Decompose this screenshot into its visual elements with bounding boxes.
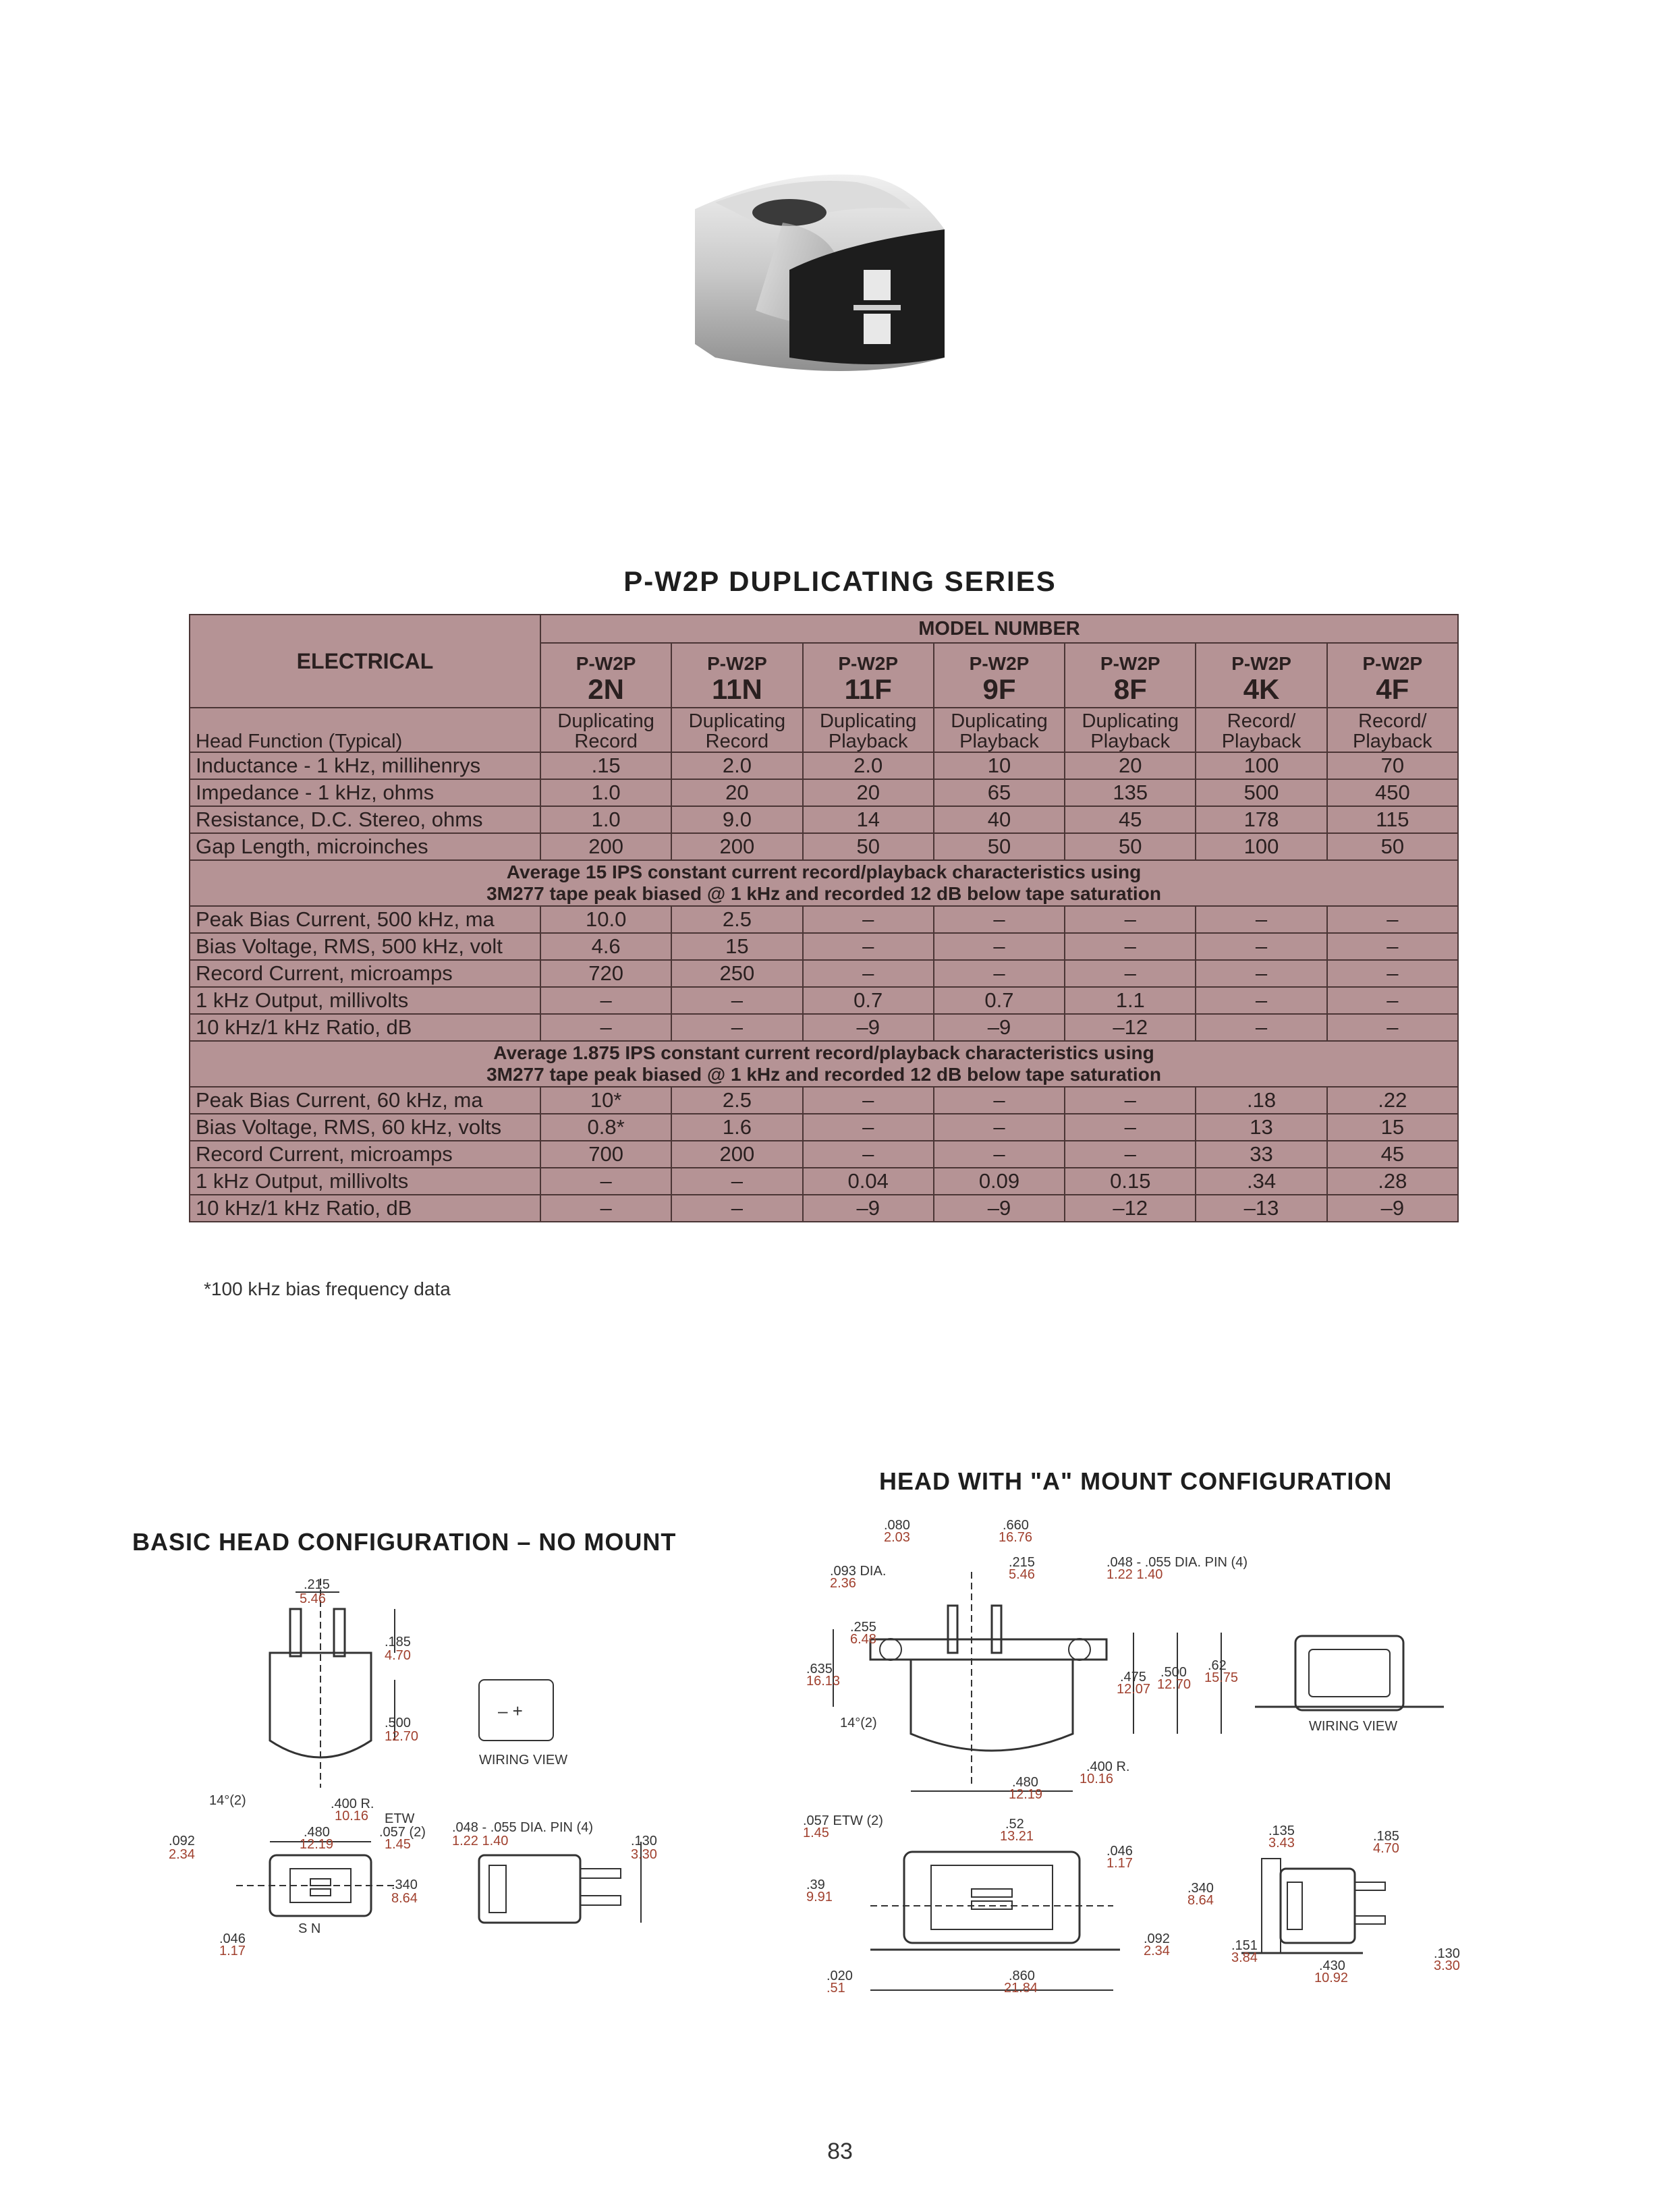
svg-text:.430: .430: [1319, 1958, 1345, 1973]
value-cell: –9: [803, 1195, 934, 1222]
svg-text:1.45: 1.45: [803, 1826, 829, 1840]
svg-text:12.19: 12.19: [1009, 1787, 1043, 1802]
value-cell: 10*: [540, 1087, 671, 1114]
value-cell: –12: [1065, 1195, 1196, 1222]
head-function-cell: [803, 708, 934, 752]
head-function-cell: [1327, 708, 1458, 752]
svg-text:ETW: ETW: [385, 1811, 415, 1826]
value-cell: –: [540, 1014, 671, 1041]
mount-head-drawing: [803, 1504, 1518, 2037]
value-cell: .34: [1196, 1168, 1326, 1195]
value-cell: 720: [540, 960, 671, 987]
row-label: Impedance - 1 kHz, ohms: [190, 779, 540, 806]
head-function-line: Duplicating: [1082, 710, 1179, 732]
svg-text:.400 R.: .400 R.: [1086, 1759, 1130, 1774]
value-cell: –9: [934, 1195, 1065, 1222]
value-cell: –: [1065, 906, 1196, 933]
value-cell: 33: [1196, 1141, 1326, 1168]
value-cell: 0.8*: [540, 1114, 671, 1141]
head-function-line: Duplicating: [557, 710, 654, 732]
value-cell: –: [1196, 960, 1326, 987]
model-code: 4K: [1243, 673, 1280, 705]
svg-text:2.34: 2.34: [169, 1847, 195, 1862]
value-cell: –: [934, 1114, 1065, 1141]
value-cell: –: [934, 1087, 1065, 1114]
svg-text:12.07: 12.07: [1117, 1682, 1151, 1697]
value-cell: 50: [1065, 833, 1196, 860]
svg-text:.860: .860: [1009, 1969, 1035, 1983]
value-cell: –: [934, 1141, 1065, 1168]
value-cell: –: [1327, 906, 1458, 933]
svg-text:3.30: 3.30: [631, 1847, 657, 1862]
value-cell: .22: [1327, 1087, 1458, 1114]
value-cell: 178: [1196, 806, 1326, 833]
svg-text:1.17: 1.17: [1107, 1856, 1133, 1871]
head-function-line: Record: [574, 731, 638, 752]
svg-text:WIRING VIEW: WIRING VIEW: [1309, 1719, 1398, 1734]
value-cell: 50: [803, 833, 934, 860]
value-cell: –9: [934, 1014, 1065, 1041]
row-label: 1 kHz Output, millivolts: [190, 987, 540, 1014]
svg-text:5.46: 5.46: [1009, 1567, 1035, 1582]
table-row: [190, 1141, 1458, 1168]
value-cell: –: [934, 960, 1065, 987]
value-cell: –: [1327, 960, 1458, 987]
svg-text:10.16: 10.16: [1080, 1772, 1114, 1786]
head-function-line: Playback: [1090, 731, 1171, 752]
row-label: Inductance - 1 kHz, millihenrys: [190, 752, 540, 779]
table-row: [190, 960, 1458, 987]
row-label: Bias Voltage, RMS, 60 kHz, volts: [190, 1114, 540, 1141]
svg-text:12.70: 12.70: [385, 1729, 419, 1744]
value-cell: 115: [1327, 806, 1458, 833]
svg-text:.660: .660: [1003, 1518, 1029, 1533]
svg-text:1.22 1.40: 1.22 1.40: [452, 1834, 509, 1848]
test-conditions-row: [190, 1041, 1458, 1087]
value-cell: 9.0: [671, 806, 802, 833]
model-code: 4F: [1376, 673, 1409, 705]
value-cell: 1.0: [540, 779, 671, 806]
value-cell: 10: [934, 752, 1065, 779]
svg-text:.046: .046: [219, 1931, 246, 1946]
page-title: P-W2P DUPLICATING SERIES: [623, 565, 1057, 597]
table-row: [190, 779, 1458, 806]
page-number: 83: [827, 2139, 853, 2164]
table-row: [190, 806, 1458, 833]
svg-text:.185: .185: [385, 1635, 411, 1649]
value-cell: 2.5: [671, 906, 802, 933]
head-function-cell: [934, 708, 1065, 752]
head-function-cell: [1065, 708, 1196, 752]
value-cell: 1.6: [671, 1114, 802, 1141]
value-cell: –: [1065, 1087, 1196, 1114]
svg-text:.480: .480: [304, 1825, 330, 1840]
value-cell: 700: [540, 1141, 671, 1168]
svg-text:.52: .52: [1005, 1817, 1024, 1832]
value-cell: 135: [1065, 779, 1196, 806]
head-function-cell: [1196, 708, 1326, 752]
table-row: [190, 933, 1458, 960]
value-cell: –: [1196, 1014, 1326, 1041]
table-row: [190, 752, 1458, 779]
footnote: *100 kHz bias frequency data: [204, 1278, 451, 1299]
value-cell: 200: [671, 1141, 802, 1168]
row-label: Gap Length, microinches: [190, 833, 540, 860]
value-cell: –: [671, 987, 802, 1014]
svg-text:16.76: 16.76: [999, 1530, 1033, 1545]
value-cell: –: [540, 1168, 671, 1195]
model-header: [1196, 643, 1326, 708]
value-cell: 13: [1196, 1114, 1326, 1141]
head-function-line: Playback: [1353, 731, 1432, 752]
row-label: 10 kHz/1 kHz Ratio, dB: [190, 1014, 540, 1041]
row-label: Peak Bias Current, 60 kHz, ma: [190, 1087, 540, 1114]
header-row: [190, 615, 1458, 643]
value-cell: 0.09: [934, 1168, 1065, 1195]
row-label: Bias Voltage, RMS, 500 kHz, volt: [190, 933, 540, 960]
table-row: [190, 1168, 1458, 1195]
table-row: [190, 833, 1458, 860]
svg-text:6.48: 6.48: [850, 1632, 876, 1647]
head-function-line: Playback: [1221, 731, 1301, 752]
svg-text:4.70: 4.70: [385, 1648, 411, 1663]
value-cell: –: [540, 1195, 671, 1222]
model-header: [540, 643, 671, 708]
value-cell: –: [1065, 960, 1196, 987]
svg-text:.215: .215: [1009, 1555, 1035, 1570]
value-cell: –: [671, 1195, 802, 1222]
svg-text:.046: .046: [1107, 1844, 1133, 1859]
model-code: 9F: [982, 673, 1016, 705]
head-function-line: Duplicating: [951, 710, 1048, 732]
svg-text:.048 - .055 DIA. PIN (4): .048 - .055 DIA. PIN (4): [452, 1820, 593, 1835]
svg-text:5.46: 5.46: [300, 1591, 326, 1606]
value-cell: –: [1065, 1141, 1196, 1168]
value-cell: 15: [1327, 1114, 1458, 1141]
value-cell: 100: [1196, 752, 1326, 779]
svg-text:3.30: 3.30: [1434, 1958, 1460, 1973]
svg-text:12.70: 12.70: [1157, 1677, 1192, 1692]
row-label: 10 kHz/1 kHz Ratio, dB: [190, 1195, 540, 1222]
svg-text:.185: .185: [1373, 1829, 1399, 1844]
row-label: Record Current, microamps: [190, 960, 540, 987]
head-function-line: Record: [705, 731, 769, 752]
value-cell: 0.04: [803, 1168, 934, 1195]
model-number-header: MODEL NUMBER: [540, 615, 1458, 643]
value-cell: –: [934, 933, 1065, 960]
value-cell: –9: [1327, 1195, 1458, 1222]
value-cell: –: [1196, 906, 1326, 933]
value-cell: –: [934, 906, 1065, 933]
model-header: [1065, 643, 1196, 708]
svg-text:1.22 1.40: 1.22 1.40: [1107, 1567, 1163, 1582]
model-code: 2N: [588, 673, 624, 705]
svg-text:.340: .340: [391, 1877, 418, 1892]
svg-text:16.13: 16.13: [806, 1674, 841, 1689]
value-cell: 65: [934, 779, 1065, 806]
value-cell: 20: [803, 779, 934, 806]
value-cell: 45: [1327, 1141, 1458, 1168]
svg-text:.475: .475: [1120, 1670, 1146, 1685]
value-cell: –: [803, 960, 934, 987]
svg-text:.480: .480: [1012, 1775, 1038, 1790]
head-function-line: Record/: [1227, 710, 1296, 732]
value-cell: 0.15: [1065, 1168, 1196, 1195]
value-cell: 2.0: [671, 752, 802, 779]
basic-head-drawing: [128, 1579, 735, 2010]
model-prefix: P-W2P: [1362, 653, 1423, 674]
value-cell: 500: [1196, 779, 1326, 806]
model-prefix: P-W2P: [576, 653, 636, 674]
value-cell: 4.6: [540, 933, 671, 960]
value-cell: .28: [1327, 1168, 1458, 1195]
note-line: 3M277 tape peak biased @ 1 kHz and recorded 12 dB below tape saturation: [486, 1064, 1161, 1085]
model-header: [803, 643, 934, 708]
note-line: Average 15 IPS constant current record/playback characteristics using: [506, 861, 1142, 882]
table-row: [190, 906, 1458, 933]
test-conditions-note: [190, 860, 1458, 906]
value-cell: –: [1065, 1114, 1196, 1141]
svg-text:8.64: 8.64: [1187, 1893, 1214, 1908]
basic-config-title: BASIC HEAD CONFIGURATION – NO MOUNT: [132, 1528, 677, 1556]
value-cell: 20: [671, 779, 802, 806]
row-label: Record Current, microamps: [190, 1141, 540, 1168]
svg-text:2.36: 2.36: [830, 1576, 856, 1591]
value-cell: 50: [934, 833, 1065, 860]
value-cell: –: [1065, 933, 1196, 960]
svg-text:.092: .092: [1144, 1931, 1170, 1946]
row-label: Peak Bias Current, 500 kHz, ma: [190, 906, 540, 933]
value-cell: 15: [671, 933, 802, 960]
value-cell: –: [1327, 933, 1458, 960]
head-function-line: Record/: [1358, 710, 1427, 732]
head-function-line: Duplicating: [688, 710, 786, 732]
value-cell: –: [803, 906, 934, 933]
svg-text:.500: .500: [385, 1716, 411, 1730]
value-cell: –: [803, 1141, 934, 1168]
svg-text:.048 - .055 DIA. PIN (4): .048 - .055 DIA. PIN (4): [1107, 1555, 1248, 1570]
svg-text:3.43: 3.43: [1268, 1836, 1295, 1850]
svg-text:.092: .092: [169, 1834, 195, 1848]
value-cell: 100: [1196, 833, 1326, 860]
value-cell: 10.0: [540, 906, 671, 933]
svg-text:.151: .151: [1231, 1938, 1258, 1953]
svg-text:.130: .130: [631, 1834, 657, 1848]
mount-config-title: HEAD WITH "A" MOUNT CONFIGURATION: [879, 1467, 1393, 1495]
value-cell: –: [1196, 987, 1326, 1014]
value-cell: 250: [671, 960, 802, 987]
value-cell: –: [1327, 1014, 1458, 1041]
svg-text:9.91: 9.91: [806, 1890, 833, 1904]
svg-text:.255: .255: [850, 1620, 876, 1635]
svg-text:14°(2): 14°(2): [840, 1716, 877, 1730]
svg-text:.215: .215: [304, 1579, 330, 1592]
svg-text:.400 R.: .400 R.: [331, 1797, 374, 1811]
test-conditions-row: [190, 860, 1458, 906]
note-line: 3M277 tape peak biased @ 1 kHz and recorded 12 dB below tape saturation: [486, 883, 1161, 904]
svg-text:15.75: 15.75: [1204, 1670, 1239, 1685]
svg-text:2.03: 2.03: [884, 1530, 910, 1545]
value-cell: 20: [1065, 752, 1196, 779]
model-prefix: P-W2P: [1100, 653, 1160, 674]
svg-text:1.45: 1.45: [385, 1837, 411, 1852]
table-row: [190, 1195, 1458, 1222]
head-function-line: Playback: [828, 731, 908, 752]
svg-text:14°(2): 14°(2): [209, 1793, 246, 1808]
svg-text:.093 DIA.: .093 DIA.: [830, 1564, 887, 1579]
value-cell: –: [1196, 933, 1326, 960]
value-cell: 2.5: [671, 1087, 802, 1114]
value-cell: –: [671, 1014, 802, 1041]
svg-text:.080: .080: [884, 1518, 910, 1533]
svg-text:.51: .51: [827, 1981, 845, 1996]
value-cell: –9: [803, 1014, 934, 1041]
note-line: Average 1.875 IPS constant current record/playback characteristics using: [493, 1042, 1154, 1063]
value-cell: –: [671, 1168, 802, 1195]
model-header: [1327, 643, 1458, 708]
value-cell: .18: [1196, 1087, 1326, 1114]
model-header: [934, 643, 1065, 708]
model-prefix: P-W2P: [707, 653, 767, 674]
value-cell: 0.7: [934, 987, 1065, 1014]
svg-text:.500: .500: [1160, 1665, 1187, 1680]
value-cell: –: [1327, 987, 1458, 1014]
value-cell: 50: [1327, 833, 1458, 860]
head-function-line: Playback: [959, 731, 1039, 752]
svg-text:.135: .135: [1268, 1824, 1295, 1838]
svg-text:21.84: 21.84: [1004, 1981, 1038, 1996]
svg-text:.340: .340: [1187, 1881, 1214, 1896]
svg-text:– +: – +: [498, 1701, 523, 1721]
svg-text:.020: .020: [827, 1969, 853, 1983]
row-label: Head Function (Typical): [190, 708, 540, 752]
value-cell: 1.0: [540, 806, 671, 833]
svg-text:.130: .130: [1434, 1946, 1460, 1961]
value-cell: 40: [934, 806, 1065, 833]
model-prefix: P-W2P: [838, 653, 899, 674]
value-cell: –: [803, 933, 934, 960]
svg-text:.057 (2): .057 (2): [379, 1825, 426, 1840]
value-cell: –: [803, 1114, 934, 1141]
svg-text:.39: .39: [806, 1877, 825, 1892]
value-cell: –13: [1196, 1195, 1326, 1222]
model-code: 11F: [844, 673, 892, 705]
value-cell: –: [803, 1087, 934, 1114]
svg-text:3.84: 3.84: [1231, 1950, 1258, 1965]
value-cell: 200: [540, 833, 671, 860]
head-function-cell: [540, 708, 671, 752]
wiring-diagram-mount: [1295, 1636, 1403, 1710]
table-row: [190, 1014, 1458, 1041]
svg-text:S N: S N: [298, 1921, 321, 1936]
row-label: 1 kHz Output, millivolts: [190, 1168, 540, 1195]
head-function-line: Duplicating: [819, 710, 917, 732]
value-cell: 450: [1327, 779, 1458, 806]
svg-text:WIRING VIEW: WIRING VIEW: [479, 1753, 568, 1768]
model-prefix: P-W2P: [1231, 653, 1291, 674]
svg-text:10.92: 10.92: [1314, 1971, 1349, 1985]
svg-text:10.16: 10.16: [335, 1809, 369, 1824]
value-cell: 0.7: [803, 987, 934, 1014]
svg-text:13.21: 13.21: [1000, 1829, 1034, 1844]
table-row: [190, 1087, 1458, 1114]
table-row: [190, 987, 1458, 1014]
head-function-row: [190, 708, 1458, 752]
value-cell: –: [540, 987, 671, 1014]
value-cell: .15: [540, 752, 671, 779]
product-photo: [688, 155, 972, 398]
value-cell: 200: [671, 833, 802, 860]
value-cell: 70: [1327, 752, 1458, 779]
row-label: Resistance, D.C. Stereo, ohms: [190, 806, 540, 833]
svg-text:4.70: 4.70: [1373, 1841, 1399, 1856]
svg-text:8.64: 8.64: [391, 1891, 418, 1906]
model-prefix: P-W2P: [969, 653, 1030, 674]
spec-table: [189, 614, 1459, 1222]
test-conditions-note: [190, 1041, 1458, 1087]
model-header: [671, 643, 802, 708]
value-cell: 1.1: [1065, 987, 1196, 1014]
svg-text:.635: .635: [806, 1662, 833, 1676]
value-cell: 2.0: [803, 752, 934, 779]
table-row: [190, 1114, 1458, 1141]
value-cell: –12: [1065, 1014, 1196, 1041]
svg-text:2.34: 2.34: [1144, 1944, 1170, 1958]
svg-text:.057 ETW (2): .057 ETW (2): [803, 1813, 883, 1828]
value-cell: 45: [1065, 806, 1196, 833]
svg-text:.62: .62: [1208, 1658, 1227, 1673]
value-cell: 14: [803, 806, 934, 833]
model-code: 8F: [1113, 673, 1147, 705]
head-function-cell: [671, 708, 802, 752]
electrical-header: ELECTRICAL: [190, 615, 540, 708]
model-code: 11N: [712, 673, 762, 705]
svg-text:12.19: 12.19: [300, 1837, 334, 1852]
svg-text:1.17: 1.17: [219, 1944, 246, 1958]
